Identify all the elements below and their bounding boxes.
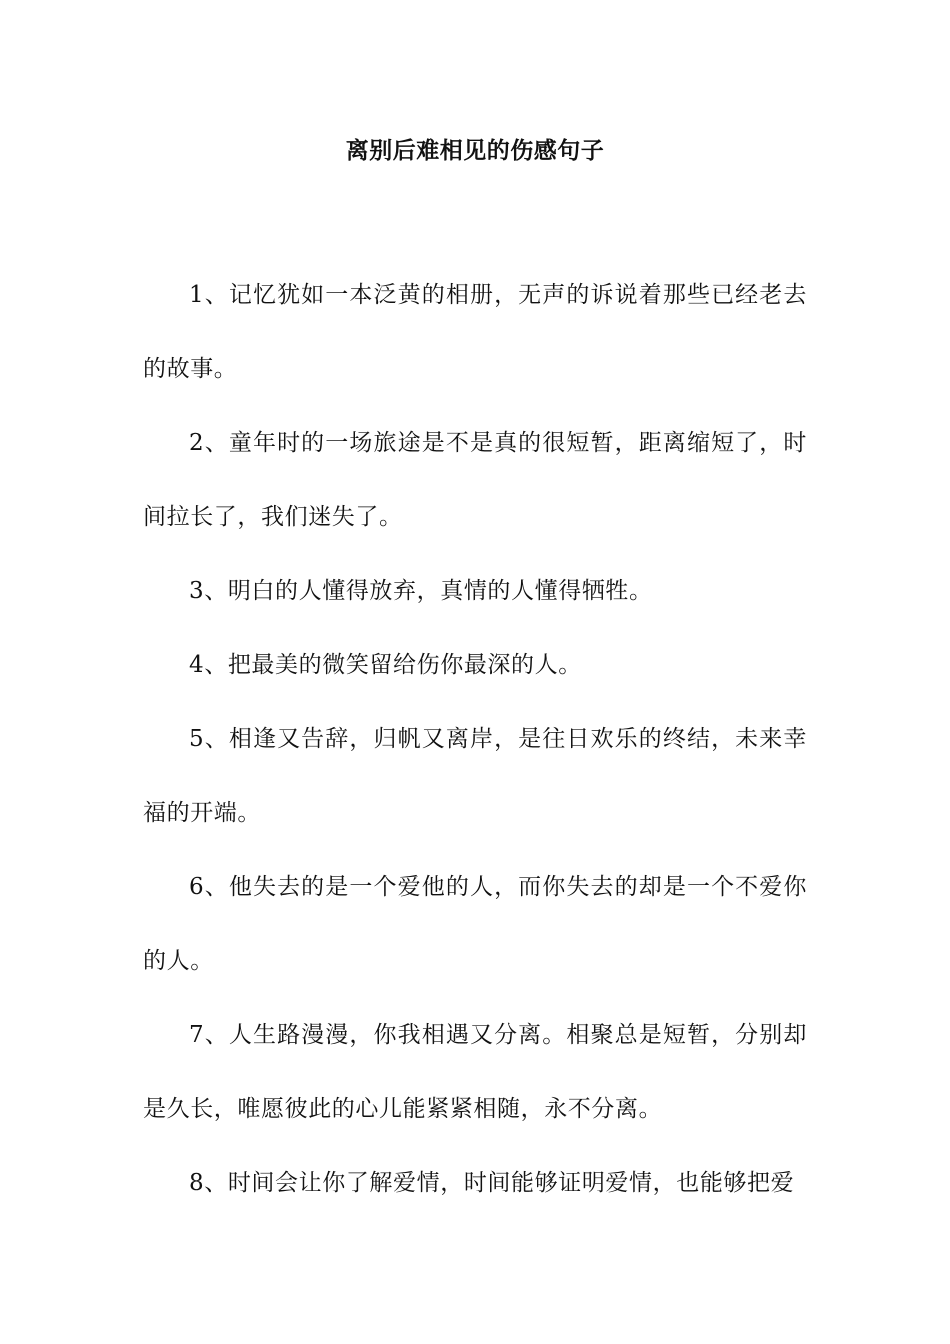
paragraph-5: 5、相逢又告辞，归帆又离岸，是往日欢乐的终结，未来幸福的开端。 xyxy=(143,726,807,826)
paragraph-2: 2、童年时的一场旅途是不是真的很短暂，距离缩短了，时间拉长了，我们迷失了。 xyxy=(143,430,807,530)
paragraph-6: 6、他失去的是一个爱他的人，而你失去的却是一个不爱你的人。 xyxy=(143,874,807,974)
document-title: 离别后难相见的伤感句子 xyxy=(345,138,605,164)
paragraph-1: 1、记忆犹如一本泛黄的相册，无声的诉说着那些已经老去的故事。 xyxy=(143,282,807,382)
paragraph-7: 7、人生路漫漫，你我相遇又分离。相聚总是短暂，分别却是久长，唯愿彼此的心儿能紧紧相随，永不分离。 xyxy=(143,1022,807,1122)
document-body xyxy=(143,258,807,1220)
paragraph-3: 3、明白的人懂得放弃，真情的人懂得牺牲。 xyxy=(189,578,653,604)
paragraph-8: 8、时间会让你了解爱情，时间能够证明爱情，也能够把爱 xyxy=(189,1170,795,1196)
paragraph-4: 4、把最美的微笑留给伤你最深的人。 xyxy=(189,652,582,678)
